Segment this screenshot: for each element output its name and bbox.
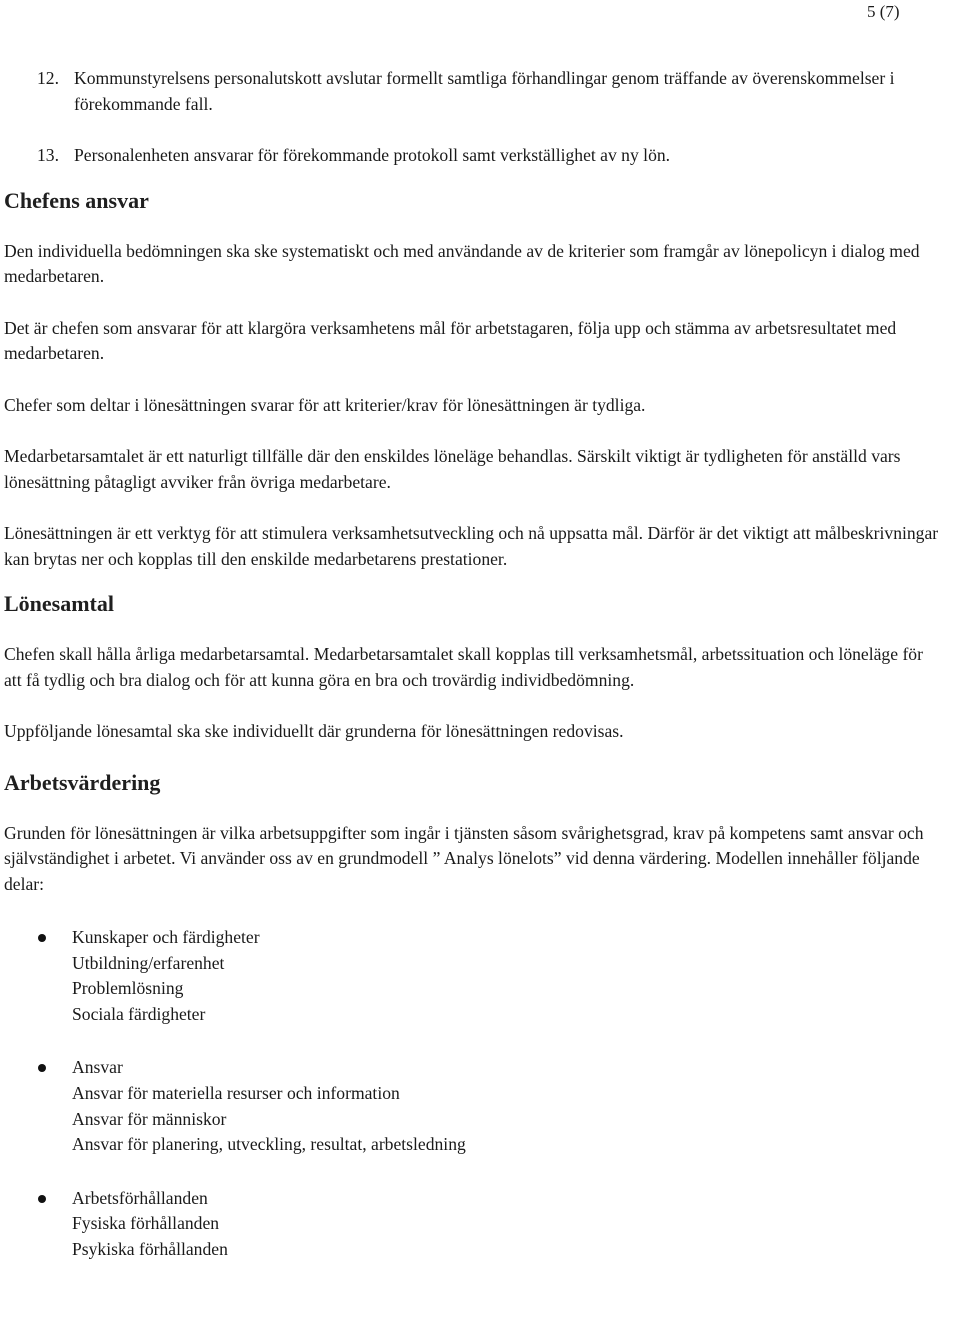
bullet-line: Utbildning/erfarenhet — [72, 952, 225, 973]
numbered-list — [4, 66, 944, 169]
bullet-icon — [4, 925, 72, 1027]
list-item — [4, 1055, 944, 1157]
paragraph: Medarbetarsamtalet är ett naturligt tillfälle där den enskildes löneläge behandlas. Särskilt viktigt är tydligheten för anställd vars lönesättning påtagligt avviker från övriga medarbetare. — [4, 446, 901, 492]
bullet-line: Ansvar för människor — [72, 1108, 227, 1129]
document-body — [4, 66, 944, 1263]
numbered-item — [4, 143, 944, 169]
paragraph: Lönesättningen är ett verktyg för att stimulera verksamhetsutveckling och nå uppsatta mål. Därför är det viktigt att målbeskrivningar kan brytas ner och kopplas till den enskilde medarbetarens prestationer. — [4, 523, 939, 569]
section-heading-chefens-ansvar: Chefens ansvar — [4, 187, 149, 213]
bullet-line: Kunskaper och färdigheter — [72, 927, 260, 947]
item-number: 13. — [37, 145, 59, 165]
bullet-line: Psykiska förhållanden — [72, 1238, 228, 1259]
paragraph: Den individuella bedömningen ska ske systematiskt och med användande av de kriterier som framgår av lönepolicyn i dialog med medarbetaren. — [4, 240, 920, 286]
bullet-icon — [4, 1055, 72, 1157]
bullet-line: Ansvar — [72, 1057, 123, 1078]
item-text: Kommunstyrelsens personalutskott avslutar formellt samtliga förhandlingar genom träffande av överenskommelser i förekommande fall. — [74, 68, 895, 114]
page-number: 5 (7) — [867, 2, 900, 21]
bullet-line: Fysiska förhållanden — [72, 1213, 220, 1234]
paragraph: Det är chefen som ansvarar för att klargöra verksamhetens mål för arbetstagaren, följa upp och stämma av arbetsresultatet med medarbetaren. — [4, 317, 897, 363]
list-item — [4, 1186, 944, 1263]
paragraph: Uppföljande lönesamtal ska ske individuellt där grunderna för lönesättningen redovisas. — [4, 721, 624, 741]
item-number: 12. — [37, 68, 59, 88]
bullet-list — [4, 925, 944, 1263]
paragraph: Chefen skall hålla årliga medarbetarsamtal. Medarbetarsamtalet skall kopplas till verksamhetsmål, arbetssituation och löneläge för att få tydlig och bra dialog och för att kunna göra en bra och trovärdig individbedömning. — [4, 644, 923, 690]
bullet-icon — [4, 1186, 72, 1263]
bullet-line: Problemlösning — [72, 978, 184, 999]
section-heading-lonesamtal: Lönesamtal — [4, 591, 114, 616]
bullet-line: Arbetsförhållanden — [72, 1187, 208, 1208]
paragraph: Chefer som deltar i lönesättningen svarar för att kriterier/krav för lönesättningen är tydliga. — [4, 394, 646, 415]
bullet-line: Ansvar för planering, utveckling, resultat, arbetsledning — [72, 1134, 466, 1155]
section-heading-arbetsvardering: Arbetsvärdering — [4, 769, 161, 795]
numbered-item — [4, 66, 944, 117]
bullet-line: Sociala färdigheter — [72, 1003, 206, 1024]
bullet-line: Ansvar för materiella resurser och information — [72, 1082, 400, 1103]
paragraph: Grunden för lönesättningen är vilka arbetsuppgifter som ingår i tjänsten såsom svårighetsgrad, krav på kompetens samt ansvar och självständighet i arbetet. Vi använder oss av en grundmodell ” Analys lönelots” vid denna värdering. Modellen innehåller följande delar: — [4, 822, 924, 894]
list-item — [4, 925, 944, 1027]
item-text: Personalenheten ansvarar för förekommande protokoll samt verkställighet av ny lön. — [74, 145, 671, 165]
